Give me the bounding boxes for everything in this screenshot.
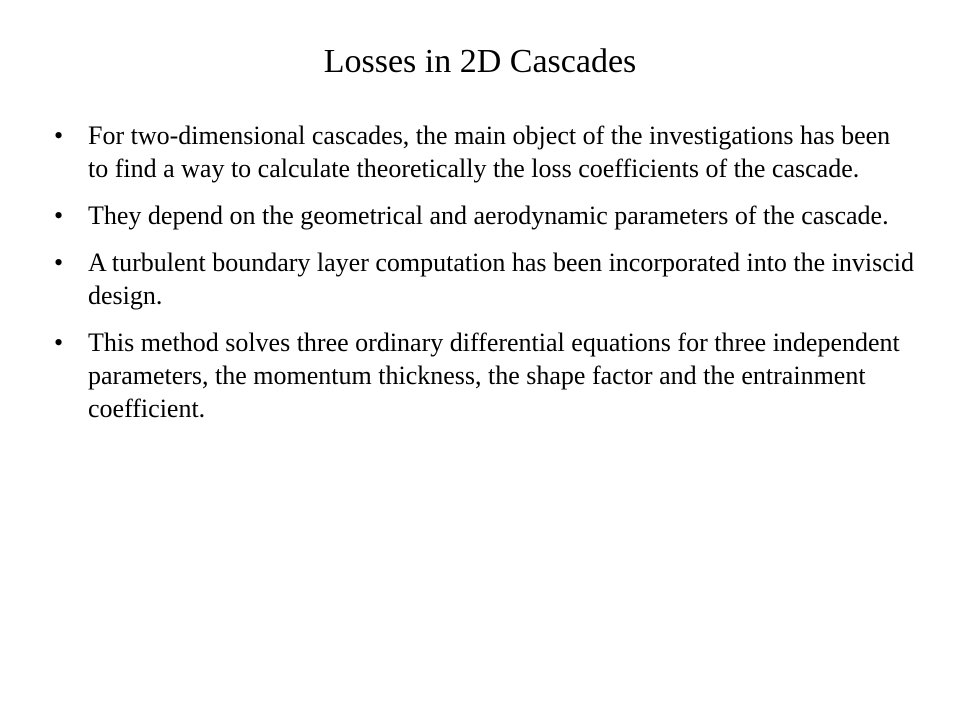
bullet-text: They depend on the geometrical and aerodynamic parameters of the cascade.	[88, 201, 889, 230]
bullet-item	[54, 246, 914, 312]
bullet-item	[54, 326, 914, 425]
slide-title: Losses in 2D Cascades	[323, 43, 637, 80]
bullet-text: This method solves three ordinary differential equations for three independent parameters, the momentum thickness, the shape factor and the entrainment coefficient.	[88, 328, 900, 423]
bullet-dot-icon: •	[54, 328, 64, 357]
bullet-dot-icon: •	[54, 201, 64, 230]
bullet-text: For two-dimensional cascades, the main object of the investigations has been to find a way to calculate theoretically the loss coefficients of the cascade.	[88, 121, 891, 183]
bullet-list	[54, 119, 914, 439]
bullet-item	[54, 199, 914, 232]
bullet-text: A turbulent boundary layer computation has been incorporated into the inviscid design.	[88, 248, 915, 310]
bullet-dot-icon: •	[54, 121, 64, 150]
bullet-dot-icon: •	[54, 248, 64, 277]
bullet-item	[54, 119, 914, 185]
